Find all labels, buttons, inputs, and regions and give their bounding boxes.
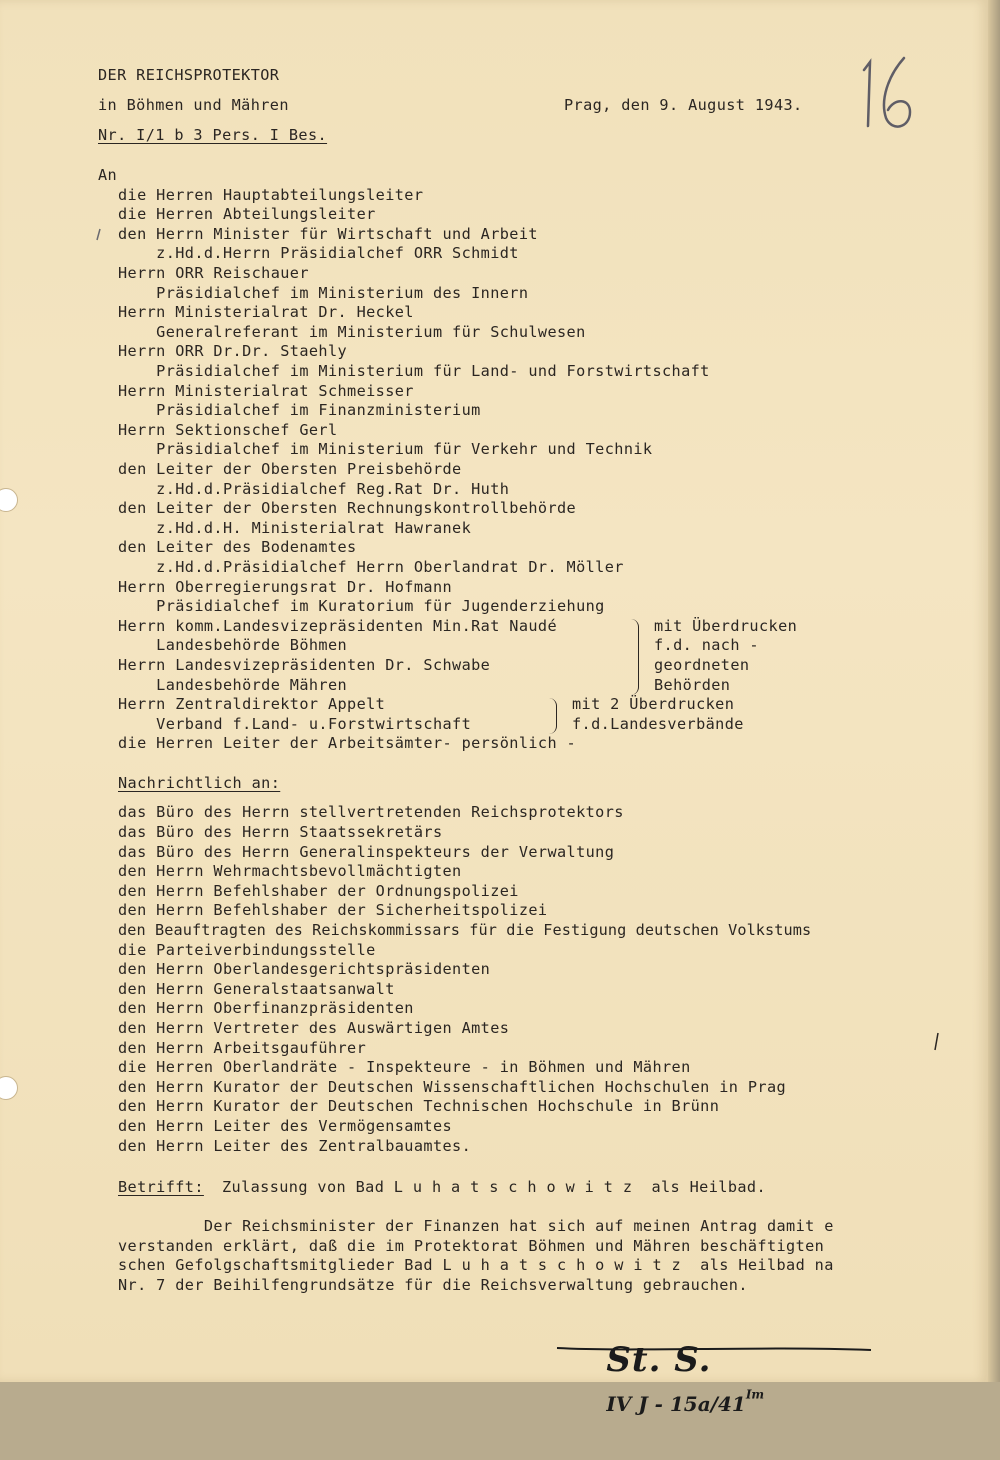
copy-line: den Herrn Befehlshaber der Sicherheitspolizei xyxy=(118,901,548,919)
copy-line: den Herrn Befehlshaber der Ordnungspolizei xyxy=(118,882,519,900)
file-stamp xyxy=(555,1300,764,1460)
copy-line: das Büro des Herrn Generalinspekteurs der Verwaltung xyxy=(118,843,615,861)
recipient-line: Verband f.Land- u.Forstwirtschaft xyxy=(118,715,472,733)
stamp-file-number: IV J - 15a/41 xyxy=(606,1392,746,1416)
recipient-line: die Herren Hauptabteilungsleiter xyxy=(118,186,424,204)
recipient-line: z.Hd.d.Präsidialchef Reg.Rat Dr. Huth xyxy=(118,480,510,498)
recipient-line: Landesbehörde Mähren xyxy=(118,676,348,694)
copy-line: den Herrn Wehrmachtsbevollmächtigten xyxy=(118,862,462,880)
recipient-line: Herrn Landesvizepräsidenten Dr. Schwabe xyxy=(118,656,491,674)
recipient-line: Herrn Ministerialrat Dr. Heckel xyxy=(118,303,414,321)
recipient-line: Herrn Oberregierungsrat Dr. Hofmann xyxy=(118,578,453,596)
recipient-line: Herrn Ministerialrat Schmeisser xyxy=(118,382,414,400)
copy-line: das Büro des Herrn stellvertretenden Reichsprotektors xyxy=(118,803,624,821)
margin-tick-left xyxy=(94,228,104,242)
page-edge xyxy=(988,0,1000,1382)
copy-line: den Herrn Arbeitsgauführer xyxy=(118,1039,367,1057)
side-note-line: mit 2 Überdrucken xyxy=(572,695,735,713)
recipient-line: z.Hd.d.H. Ministerialrat Hawranek xyxy=(118,519,472,537)
page-mark-svg xyxy=(852,48,922,138)
body-line: schen Gefolgschaftsmitglieder Bad L u h a t s c h o w i t z als Heilbad na xyxy=(118,1256,834,1274)
recipient-line: Präsidialchef im Ministerium für Land- und Forstwirtschaft xyxy=(118,362,710,380)
copy-line: den Herrn Kurator der Deutschen Technischen Hochschule in Brünn xyxy=(118,1097,720,1115)
body-line: Nr. 7 der Beihilfengrundsätze für die Reichsverwaltung gebrauchen. xyxy=(118,1276,748,1294)
punch-hole-bottom xyxy=(0,1076,18,1100)
recipient-line: Herrn komm.Landesvizepräsidenten Min.Rat Naudé xyxy=(118,617,558,635)
recipient-line: Generalreferant im Ministerium für Schulwesen xyxy=(118,323,586,341)
recipient-line: die Herren Abteilungsleiter xyxy=(118,205,376,223)
copy-line: den Herrn Oberlandesgerichtspräsidenten xyxy=(118,960,491,978)
copy-line: den Herrn Leiter des Vermögensamtes xyxy=(118,1117,453,1135)
authority-line-1: DER REICHSPROTEKTOR xyxy=(98,66,280,84)
recipient-line: Präsidialchef im Finanzministerium xyxy=(118,401,481,419)
stamp-main: St. S. xyxy=(606,1340,712,1380)
side-note-line: f.d. nach - xyxy=(654,636,759,654)
authority-line-2: in Böhmen und Mähren xyxy=(98,96,289,114)
copy-line: das Büro des Herrn Staatssekretärs xyxy=(118,823,443,841)
recipient-line: z.Hd.d.Herrn Präsidialchef ORR Schmidt xyxy=(118,244,519,262)
side-note-line: f.d.Landesverbände xyxy=(572,715,744,733)
page-mark-handwritten xyxy=(852,48,922,138)
salutation: An xyxy=(98,166,118,184)
side-note-line: geordneten xyxy=(654,656,750,674)
body-line: Der Reichsminister der Finanzen hat sich auf meinen Antrag damit e xyxy=(118,1217,834,1235)
recipient-line: Präsidialchef im Ministerium des Innern xyxy=(118,284,529,302)
recipient-line: Herrn ORR Dr.Dr. Staehly xyxy=(118,342,348,360)
brace-association xyxy=(548,698,557,734)
recipient-line: Herrn ORR Reischauer xyxy=(118,264,309,282)
recipient-line: Landesbehörde Böhmen xyxy=(118,636,348,654)
margin-tick-right xyxy=(932,1032,942,1052)
brace-overprint xyxy=(630,619,639,695)
copy-line: den Herrn Vertreter des Auswärtigen Amtes xyxy=(118,1019,510,1037)
recipient-line: die Herren Leiter der Arbeitsämter- persönlich - xyxy=(118,734,577,752)
reference-number: Nr. I/1 b 3 Pers. I Bes. xyxy=(98,126,328,144)
copy-line: die Parteiverbindungsstelle xyxy=(118,941,376,959)
punch-hole-top xyxy=(0,488,18,512)
recipient-line: den Leiter des Bodenamtes xyxy=(118,538,357,556)
copy-line: den Herrn Generalstaatsanwalt xyxy=(118,980,395,998)
subject-label: Betrifft: xyxy=(118,1178,204,1196)
letter-date: Prag, den 9. August 1943. xyxy=(564,96,803,114)
copy-line: den Herrn Oberfinanzpräsidenten xyxy=(118,999,414,1017)
copy-line: den Herrn Kurator der Deutschen Wissenschaftlichen Hochschulen in Prag xyxy=(118,1078,787,1096)
recipient-line: den Leiter der Obersten Rechnungskontrollbehörde xyxy=(118,499,577,517)
recipient-line: Herrn Zentraldirektor Appelt xyxy=(118,695,386,713)
side-note-line: mit Überdrucken xyxy=(654,617,798,635)
side-note-line: Behörden xyxy=(654,676,731,694)
recipient-line: Herrn Sektionschef Gerl xyxy=(118,421,338,439)
recipient-line: den Herrn Minister für Wirtschaft und Arbeit xyxy=(118,225,538,243)
copy-line: die Herren Oberlandräte - Inspekteure - in Böhmen und Mähren xyxy=(118,1058,691,1076)
copy-line: den Herrn Leiter des Zentralbauamtes. xyxy=(118,1137,472,1155)
recipient-line: den Leiter der Obersten Preisbehörde xyxy=(118,460,462,478)
subject-text: Zulassung von Bad L u h a t s c h o w i t z als Heilbad. xyxy=(222,1178,766,1196)
body-line: verstanden erklärt, daß die im Protektorat Böhmen und Mähren beschäftigten xyxy=(118,1237,825,1255)
recipient-line: Präsidialchef im Ministerium für Verkehr und Technik xyxy=(118,440,653,458)
stamp-underline xyxy=(555,1342,875,1356)
stamp-superscript: Im xyxy=(745,1387,765,1402)
recipient-line: z.Hd.d.Präsidialchef Herrn Oberlandrat Dr. Möller xyxy=(118,558,624,576)
copies-heading: Nachrichtlich an: xyxy=(118,774,281,792)
recipient-line: Präsidialchef im Kuratorium für Jugenderziehung xyxy=(118,597,605,615)
copy-line: den Beauftragten des Reichskommissars für die Festigung deutschen Volkstums xyxy=(118,921,812,939)
